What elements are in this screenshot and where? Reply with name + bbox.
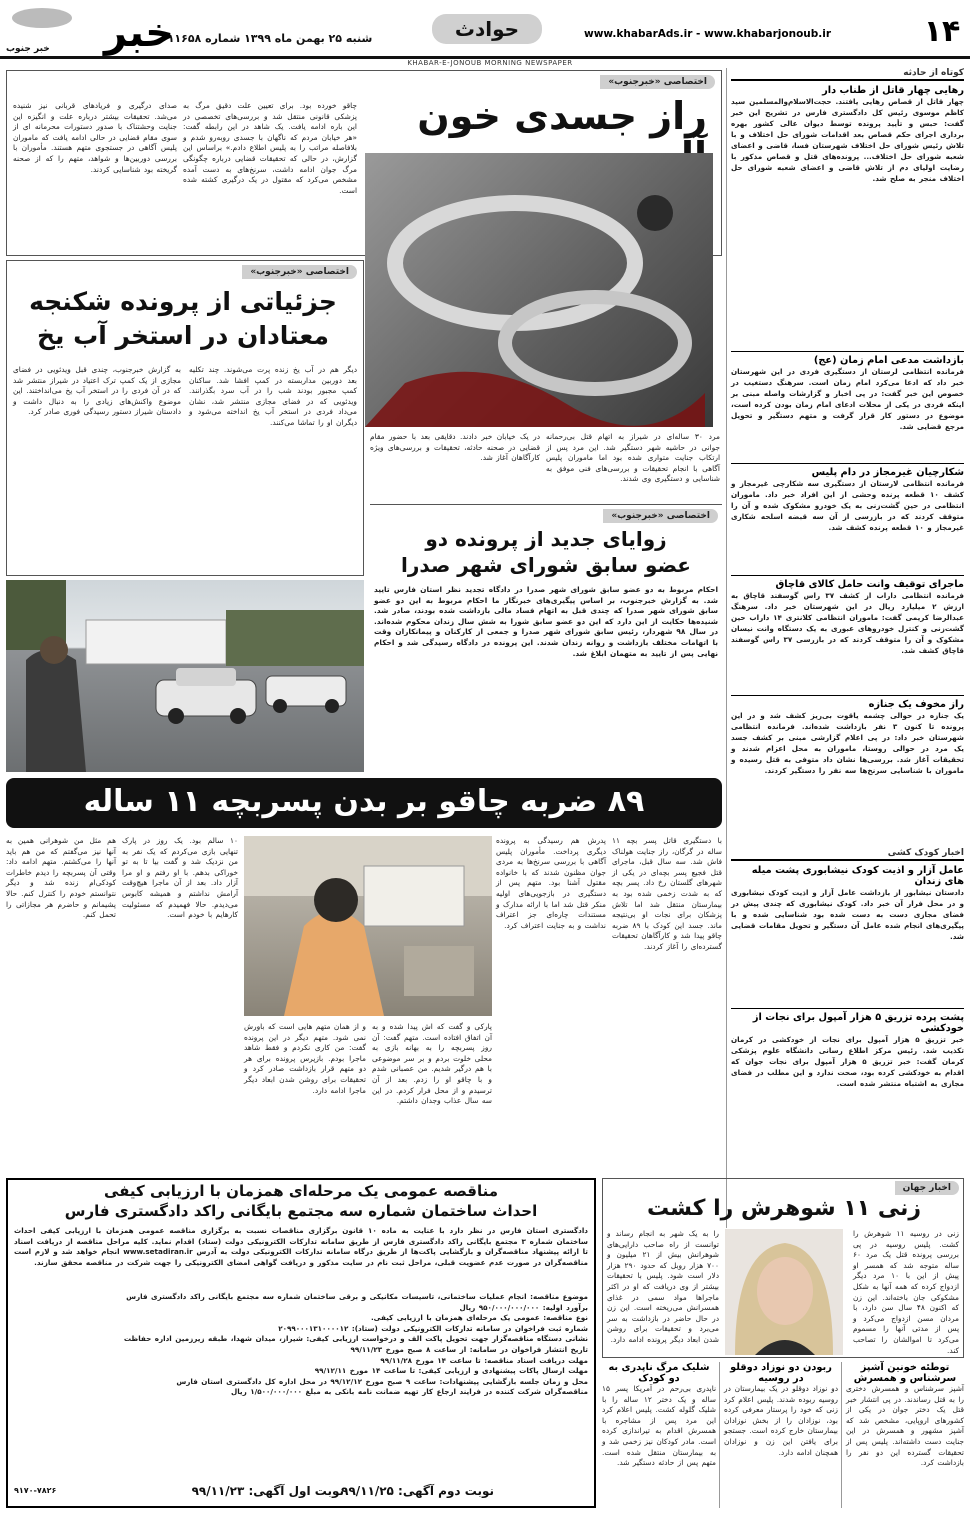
world-title: زنی ۱۱ شوهرش را کشت bbox=[646, 1196, 922, 1221]
tender-item: برآورد اولیه: ۹۵۰/۰۰۰/۰۰۰/۰۰۰ ریال bbox=[459, 1302, 588, 1312]
bottom-item-title: شلیک مرگ ناپدری به دو کودک bbox=[608, 1362, 710, 1384]
bottom-item-body: ناپدری بی‌رحم در آمریکا پسر ۱۵ ساله و یک دختر ۱۲ ساله را با شلیک گلوله کشت. پلیس اعلام کرد این مرد پس از مشاجره با همسرش اقدام به تیراندازی کرده است. مادر کودکان نیز زخمی شد و به بیمارستان منتقل شده است. متهم پس از حادثه دستگیر شد. bbox=[602, 1384, 717, 1468]
tender-item: نوع مناقصه: عمومی یک مرحله‌ای همزمان با ارزیابی کیفی. bbox=[370, 1313, 588, 1323]
story-tag: اختصاصی «خبرجنوب» bbox=[242, 265, 357, 279]
story-blood-body bbox=[6, 70, 722, 256]
story-sadra bbox=[370, 504, 722, 772]
sidebar-item bbox=[731, 579, 964, 692]
story-title-line1: جزئیاتی از پرونده شکنجه bbox=[29, 287, 337, 316]
big-story bbox=[6, 778, 722, 1174]
story-title-line2: معتادان در استخر آب یخ bbox=[37, 321, 329, 350]
svg-text:خبر: خبر bbox=[104, 10, 175, 56]
sidebar-item-body: چهار قاتل از قصاص رهایی یافتند. حجت‌الاسلام‌والمسلمین سید کاظم موسوی رئیس کل دادگستری فارس در تشریح این خبر گفت: حبس و تأیید پرونده توسط دیوان عالی کشور بهره برداری اجرای حکم قصاص بعد اقدامات شورای حل اختلاف و با تلاش رئیس شورای حل اختلاف شهرستان فسا، قاضی و اعضای شعبه شورای حل اختلاف... پرونده‌های قتل و قصاص مذکور با رضایت اولیای دم از تلاش قاضی و اعضای شعبه شورای حل اختلاف منجر به صلح شد. bbox=[731, 97, 964, 183]
story-text-col: مرد ۳۰ ساله‌ای در شیراز به اتهام قتل بی‌رحمانه جوانی در حاشیه شهر دستگیر شد. این مرد پس از ارتکاب جنایت متواری شده بود اما ماموران پلیس آگاهی با انجام تحقیقات و بررسی‌های فنی موفق به شناسایی و دستگیری وی شدند. bbox=[546, 432, 720, 484]
sidebar-item bbox=[731, 85, 964, 348]
sidebar-item-title: ماجرای توقیف وانت حامل کالای قاچاق bbox=[775, 579, 964, 590]
tender-ad bbox=[6, 1178, 596, 1508]
bottom-item-body: دو نوزاد دوقلو در یک بیمارستان در روسیه ربوده شدند. پلیس اعلام کرد زنی که خود را پرستار معرفی کرده بود، نوزادان را از بخش نوزادان بیمارستان خارج کرده است. جستجو برای یافتن این زن و نوزادان همچنان ادامه دارد. bbox=[724, 1384, 838, 1457]
site-url[interactable]: www.khabarAds.ir - www.khabarjonoub.ir bbox=[584, 28, 832, 40]
story-tag: اختصاصی «خبرجنوب» bbox=[603, 509, 718, 523]
logo-text: خبر جنوب bbox=[6, 44, 50, 54]
tender-item: تاریخ انتشار فراخوان در سامانه: از ساعت ۸ صبح مورخ ۹۹/۱۱/۲۳ bbox=[350, 1344, 588, 1354]
sidebar-item bbox=[731, 467, 964, 572]
big-story-col: ۱۰ سالم بود. یک روز در پارک تنهایی بازی می‌کردم که یک نفر به من نزدیک شد و گفت بیا تا به تو خوراکی بدهم. با او رفتم و او مرا آزار داد. بعد از آن ماجرا هیچ‌وقت آرامش نداشتم و همیشه کابوس می‌دیدم. حالا فهمیدم که مسئولیت کارهایم با خودم است. bbox=[122, 836, 238, 920]
tender-item: محل و زمان جلسه بازگشایی پیشنهادات: ساعت ۹ صبح مورخ ۹۹/۱۲/۱۲ در محل اداره کل دادگستری استان فارس bbox=[176, 1376, 588, 1386]
big-story-banner bbox=[6, 778, 722, 828]
bottom-item-body: آشپز سرشناس و همسرش دختری را به قتل رساندند. در پی انتشار خبر قتل یک دختر جوان در یکی از کشورهای اروپایی، مشخص شد که آشپز مشهور و همسرش در این جنایت دست داشته‌اند. پلیس پس از تحقیقات گسترده این دو نفر را بازداشت کرد. bbox=[846, 1384, 964, 1468]
sidebar-item-body: فرمانده انتظامی داراب از کشف ۳۷ راس گوسفند قاچاق به ارزش ۲ میلیارد ریال در این شهرستان خبر داد. سرهنگ عبدالرضا کریمی گفت: ماموران انتظامی کلانتری ۱۴ داراب حین گشت‌زنی و کنترل خودروهای عبوری به یک دستگاه وانت نیسان مشکوک و آن را متوقف کردند که در بازرسی ۳۷ راس گوسفند قاچاق کشف شد. bbox=[731, 591, 964, 655]
story-title-line2: عضو سابق شورای شهر صدرا bbox=[401, 553, 691, 577]
story-torture bbox=[6, 260, 364, 576]
tender-item: مهلت دریافت اسناد مناقصه: تا ساعت ۱۴ مورخ ۹۹/۱۱/۲۸ bbox=[380, 1355, 588, 1365]
tender-second-notice: نوبت دوم آگهی: ۹۹/۱۱/۲۵ bbox=[341, 1484, 494, 1498]
bottom-item bbox=[724, 1362, 842, 1508]
sidebar-item-body: دادستان نیشابور از بازداشت عامل آزار و اذیت کودک نیشابوری و در محل فرار آن خبر داد. کودک نیشابوری که چندی پیش در فضای مجازی دست به دست شده بود شناسایی شده و با پیگیری‌های انجام شده عامل آن دستگیر و تحویل مقامات قضایی شد. bbox=[731, 888, 964, 941]
world-photo-woman bbox=[725, 1229, 843, 1355]
sidebar-item-title: رهایی چهار قاتل از طناب دار bbox=[822, 85, 964, 96]
story-tag: اختصاصی «خبرجنوب» bbox=[600, 75, 715, 89]
sidebar-item-body: خبر تزریق ۵ هزار آمپول برای نجات از خودکشی در کرمان تکذیب شد. رئیس مرکز اطلاع رسانی دانشگاه علوم پزشکی کرمان گفت: خبر تزریق ۵ هزار آمپول برای نجات جوان که اقدام به خودکشی کرده بود، صحت ندارد و این مطلب در فضای مجازی به اشتباه منتشر شده است. bbox=[731, 1035, 964, 1088]
story-text-col: به گزارش خبرجنوب، چندی قبل ویدئویی در فضای مجازی از یک کمپ ترک اعتیاد در شیراز منتشر شد که در آن فردی را در استخر آب یخ می‌انداختند. این موضوع واکنش‌های زیادی را به دنبال داشت و دادستان شیراز دستور رسیدگی فوری صادر کرد. bbox=[13, 365, 181, 417]
sidebar-item-title: عامل آزار و اذیت کودک نیشابوری پشت میله های زندان bbox=[751, 865, 964, 887]
story-photo-handcuffs bbox=[365, 153, 713, 427]
tender-subtitle: احداث ساختمان شماره سه مجتمع بایگانی راکد دادگستری فارس bbox=[64, 1202, 538, 1220]
tender-title: مناقصه عمومی یک مرحله‌ای همزمان با ارزیابی کیفی bbox=[103, 1182, 499, 1200]
world-body: زنی در روسیه ۱۱ شوهرش را کشت. پلیس روسیه در پی بررسی پرونده قتل یک مرد ۶۰ ساله متوجه شد که همسر او پیش از این با ۱۰ مرد دیگر ازدواج کرده که همه آنها به شکل مشکوکی جان باخته‌اند. این زن که اکنون ۴۸ سال سن دارد، با مردان مسن ازدواج می‌کرد و پس از مدتی آنها را مسموم می‌کرد تا اموالشان را تصاحب کند. bbox=[853, 1229, 959, 1355]
english-tag: KHABAR-E-JONOUB MORNING NEWSPAPER bbox=[407, 59, 573, 67]
big-story-col: با دستگیری قاتل پسر بچه ۱۱ ساله در گرگان، راز جنایت هولناک فاش شد. سه سال قبل، ماجرای قتل فجیع پسر بچه‌ای در یکی از شهرهای گلستان رخ داد. پسر بچه که به شدت زخمی شده بود به بیمارستان منتقل شد اما تلاش پزشکان برای نجات او بی‌نتیجه ماند. جسد این کودک با ۸۹ ضربه چاقو پیدا شد و کارآگاهان تحقیقات گسترده‌ای را آغاز کردند. bbox=[612, 836, 722, 951]
sidebar-item bbox=[731, 699, 964, 844]
sidebar-item-body: یک جنازه در حوالی چشمه یاقوت بی‌ریز کشف شد و در این پرونده تا کنون ۳ نفر بازداشت شده‌اند. فرمانده انتظامی شهرستان خبر داد: در پی اعلام گزارشی مبنی بر کشف جسد یک مرد در حوالی روستا، ماموران به محل اعزام شدند و تحقیقات آغاز شد. بررسی‌ها نشان داد متوفی به قتل رسیده و ماموران با شناسایی سرنخ‌ها سه نفر را دستگیر کردند. bbox=[731, 711, 965, 775]
sidebar-item-title: بازداشت مدعی امام زمان (عج) bbox=[813, 355, 964, 366]
tender-footer bbox=[8, 1482, 594, 1502]
bottom-item-title: توطئه خونین آشپز سرشناس و همسرش bbox=[853, 1362, 957, 1384]
world-body: را به یک شهر به انجام رساند و توانست از راه صاحب دارایی‌های شوهرانش بیش از ۲۱ میلیون و ۷۰۰ هزار روبل که حدود ۲۹۰ هزار دلار است شود. پلیس با تحقیقات بیشتر از وی دریافت که او در اکثر ماجراها مواد سمی در غذای همسرانش می‌ریخته است. این زن در حال حاضر در بازداشت به سر می‌برد و تحقیقات برای روشن شدن ابعاد دیگر پرونده ادامه دارد. bbox=[607, 1229, 719, 1344]
story-text-col: در یک خیابان خبر دادند. دقایقی بعد با حضور مقام قضایی در صحنه حادثه، تحقیقات و بررسی‌های ویژه کارآگاهان آغاز شد. bbox=[370, 432, 540, 463]
big-story-col: پارکی و گفت که اش پیدا شده و به آن اتفاق افتاده است. متهم گفت: آن روز پسربچه را به بهانه بازی به محلی خلوت بردم و بر سر موضوعی با هم درگیر شدیم. من عصبانی شدم و با چاقو او را زدم. بعد از آن ترسیدم و از محل فرار کردم. در این سه سال عذاب وجدان داشتم. bbox=[372, 1022, 492, 1106]
section-title: حوادث bbox=[432, 14, 542, 44]
world-label: اخبار جهان bbox=[895, 1181, 959, 1195]
tender-code: ۹۱۷۰-۷۸۲۶ bbox=[14, 1486, 57, 1495]
sidebar-item-title: پشت پرده تزریق ۵ هزار آمپول برای نجات از خودکشی bbox=[752, 1012, 964, 1034]
big-story-col: پدرش هم رسیدگی به پرونده دیگری پرداخت. مأموران پلیس آگاهی با بررسی سرنخ‌ها به مردی جوان مظنون شدند که با خانواده مقتول آشنا بود. متهم پس از دستگیری در بازجویی‌های اولیه منکر قتل شد اما با ارائه مدارک و مستندات چاره‌ای جز اعتراف نداشت و به جنایت اعتراف کرد. bbox=[496, 836, 606, 930]
sidebar-item-body: فرمانده انتظامی لرستان از دستگیری فردی در این شهرستان خبر داد که ادعا می‌کرد امام زمان است. سرهنگ دستغیب در خصوص این خبر گفت: در پی اخبار و گزارشات واصله مبنی بر اینکه فردی در یکی از محلات ادعای امام زمان بودن کرده است، موضوع در دستور کار قرار گرفت و متهم دستگیر و تحویل مرجع قضایی شد. bbox=[731, 367, 964, 431]
big-story-photo bbox=[244, 836, 492, 1016]
world-news bbox=[602, 1178, 964, 1358]
children-section-label: اخبار کودک کشی bbox=[731, 848, 964, 861]
story-text-col: چاقو خورده بود. برای تعیین علت دقیق مرگ به پزشکی قانونی منتقل شد و بررسی‌های تخصصی در این باره ادامه یافت. یک شاهد در این رابطه گفت: «هر خیابان مردم که ناگهان با جسدی روبه‌رو شدم و بلافاصله مراتب را به پلیس اطلاع دادم.» براساس این گزارش، در حالی که تحقیقات قضایی درباره چگونگی مرگ جوان ادامه داشت، سرنخ‌های به دست آمده مشخص می‌کرد که مقتول در یک درگیری کشته شده است. bbox=[183, 101, 357, 195]
logo bbox=[4, 4, 175, 56]
sidebar-item-title: راز مخوف یک جنازه bbox=[868, 699, 964, 710]
sidebar bbox=[726, 68, 964, 1228]
bottom-item bbox=[602, 1362, 720, 1508]
story-body: احکام مربوط به دو عضو سابق شورای شهر صدرا در دادگاه تجدید نظر استان فارس تایید شد. به گزارش خبرجنوب، بر اساس پیگیری‌های خبرنگار ما احکام مربوط به این دو عضو سابق شورای شهر صدرا که چندی قبل به اتهام فساد مالی بازداشت شده بودند، صادر شد. شنیده‌ها حکایت از این دارد که این دو عضو سابق شورا به شش سال زندان محکوم شده‌اند. در سال ۹۸ شهردار، رئیس سابق شورای شهر صدرا و جمعی از کارکنان و پیمانکاران وقت با اتهامات مختلف بازداشت و روانه زندان شدند. این پرونده در دادگاه رسیدگی شد و احکام نهایی پس از تایید به متهمان ابلاغ شد. bbox=[374, 585, 718, 658]
story-photo-police-cars bbox=[6, 580, 364, 772]
tender-items bbox=[14, 1292, 588, 1478]
sidebar-item-body: فرمانده انتظامی لارستان از دستگیری سه شکارچی غیرمجاز و کشف ۱۰ قطعه پرنده وحشی از این افراد خبر داد. ماموران انتظامی در حین گشت‌زنی به یک خودرو مشکوک شده و آن را متوقف کردند که در بازرسی از آن سه قبضه اسلحه شکاری غیرمجاز و ۱۰ قطعه پرنده کشف شد. bbox=[731, 479, 964, 532]
story-title-line1: زوایای جدید از پرونده دو bbox=[425, 527, 667, 551]
tender-item: موضوع مناقصه: انجام عملیات ساختمانی، تاسیسات مکانیکی و برقی ساختمان شماره سه مجتمع بایگانی راکد دادگستری فارس bbox=[126, 1292, 588, 1301]
story-title: راز جسدی خون bbox=[417, 94, 707, 138]
sidebar-item bbox=[731, 1012, 964, 1134]
bottom-item bbox=[846, 1362, 964, 1508]
page-header bbox=[0, 0, 970, 67]
tender-item: مهلت ارسال پاکات پیشنهادی و ارزیابی کیفی: تا ساعت ۱۴ مورخ ۹۹/۱۲/۱۱ bbox=[314, 1366, 588, 1376]
tender-body: دادگستری استان فارس در نظر دارد با عنایت به ماده ۱۰ قانون برگزاری مناقصات نسبت به برگزاری مناقصه عمومی همزمان با ارزیابی کیفی احداث ساختمان شماره ۳ مجتمع بایگانی راکد دادگستری فارس از طریق سامانه تدارکات الکترونیکی دولت (ستاد) اقدام نماید. کلیه مراحل مناقصه از دریافت اسناد تا ارائه پیشنهاد مناقصه‌گران و بازگشایی پاکت‌ها از طریق درگاه سامانه تدارکات الکترونیکی دولت به آدرس www.setadiran.ir انجام خواهد شد و لازم است مناقصه‌گران در صورت عدم عضویت قبلی، مراحل ثبت نام در سایت مذکور و دریافت گواهی امضای الکترونیکی را جهت شرکت در مناقصه محقق سازند. bbox=[14, 1226, 589, 1267]
big-story-title: ۸۹ ضربه چاقو بر بدن پسربچه ۱۱ ساله bbox=[83, 784, 645, 819]
big-story-col: هم مثل من شوهرانی همین به آنها نیز می‌گفتم که من هم باید آنها را می‌کشتم. متهم ادامه داد: وقتی آن پسربچه را دیدم خاطرات کودکی‌ام زنده شد و دیگر نتوانستم خودم را کنترل کنم. حالا پشیمانم و حاضرم هر مجازاتی را تحمل کنم. bbox=[6, 836, 116, 920]
sidebar-item bbox=[731, 355, 964, 460]
sidebar-item bbox=[731, 865, 964, 1005]
bottom-item-title: ربودن دو نوزاد دوقلو در روسیه bbox=[730, 1362, 832, 1384]
tender-first-notice: نوبت اول آگهی: ۹۹/۱۱/۲۳ bbox=[191, 1484, 344, 1498]
story-text-col: صدای درگیری و فریادهای قربانی نیز شنیده می‌شد. تحقیقات بیشتر درباره علت و انگیزه این جنایت وحشتناک با صدور دستورات محرمانه ای از سوی مقام قضایی در حالی ادامه یافت که ماموران پلیس آگاهی در جستجوی متهم هستند. مأموران با بررسی دوربین‌ها و شواهد، متهم را که از صحنه گریخته بود شناسایی کردند. bbox=[13, 101, 177, 174]
story-text-col: دیگر هم در آب یخ زنده پرت می‌شوند. چند تکلیه بعد دوربین مداربسته در کمپ افشا شد. ساکنان کمپ مجبور بودند شب را در آب سرد بگذرانند. ویدئویی که در فضای مجازی منتشر شد، نشان می‌داد فردی در استخر آب یخ انداخته می‌شود و دیگران او را تماشا می‌کنند. bbox=[189, 365, 357, 427]
sidebar-item-title: شکارچیان غیرمجاز در دام پلیس bbox=[811, 467, 964, 478]
page-number: ۱۴ bbox=[923, 14, 961, 49]
tender-item: شماره ثبت فراخوان در سامانه تدارکات الکترونیکی دولت (ستاد): ۲۰۹۹۰۰۰۱۳۱۰۰۰۰۱۲ bbox=[278, 1323, 588, 1333]
tender-item: مناقصه‌گران شرکت کننده در فرایند ارجاع کار تهیه ضمانت نامه بانکی به مبلغ ۱/۵۰۰/۰۰۰/۰۰۰ ریال bbox=[230, 1387, 588, 1397]
big-story-col: و از همان متهم هایی است که باورش نمی شود. متهم دیگر در این پرونده گفت: من کاری نکردم و فقط شاهد ماجرا بودم. بازپرس پرونده برای هر دو متهم قرار بازداشت صادر کرد و تحقیقات برای روشن شدن ابعاد دیگر ماجرا ادامه دارد. bbox=[244, 1022, 366, 1095]
bottom-news bbox=[602, 1362, 964, 1508]
tender-item: نشانی دستگاه مناقصه‌گزار جهت تحویل پاکت الف و درخواست ارزیابی کیفی: شیراز، میدان شهدا، طبقه زیرزمین اداره حفاظت bbox=[123, 1334, 588, 1344]
date-line: شنبه ۲۵ بهمن ماه ۱۳۹۹ شماره ۱۱۶۵۸ bbox=[167, 32, 373, 45]
sidebar-section-label: کوتاه از حادثه bbox=[731, 68, 964, 81]
